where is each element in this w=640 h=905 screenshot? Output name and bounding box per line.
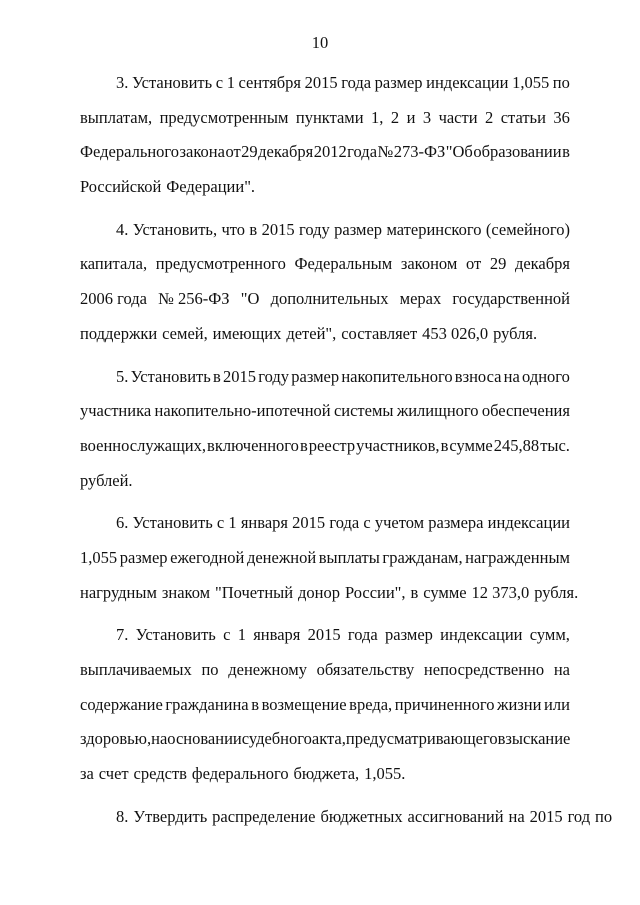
word: № xyxy=(377,142,394,162)
word: составляет xyxy=(341,323,418,343)
text-line xyxy=(80,618,570,653)
text-line xyxy=(80,213,570,248)
word: законом xyxy=(400,254,458,274)
word: в xyxy=(562,142,570,162)
word: 1 xyxy=(237,625,246,645)
word: Утвердить xyxy=(133,806,208,826)
word: реестр xyxy=(308,435,356,455)
word: с xyxy=(223,625,231,645)
word: 3. xyxy=(116,73,129,92)
word: в xyxy=(251,694,260,714)
text-line xyxy=(80,576,579,611)
word: предусматривающего xyxy=(345,729,498,749)
word: России", xyxy=(344,582,406,602)
word: денежному xyxy=(228,660,307,679)
word: (семейного) xyxy=(485,219,570,239)
text-line xyxy=(80,360,570,395)
word: размер xyxy=(374,73,423,92)
word: 1,055. xyxy=(364,764,406,784)
text-line xyxy=(80,688,570,723)
word: "Об xyxy=(445,142,473,162)
word: года xyxy=(341,73,372,92)
paragraph xyxy=(80,213,570,352)
word: статьи xyxy=(500,107,546,127)
paragraph xyxy=(80,506,579,610)
word: 6. xyxy=(116,513,129,533)
text-line xyxy=(80,170,570,205)
word: 1, xyxy=(371,107,384,127)
word: бюджетных xyxy=(320,806,403,826)
word: обязательству xyxy=(316,660,415,679)
word: предусмотренного xyxy=(155,254,286,274)
word: размер xyxy=(385,625,433,645)
word: счет xyxy=(98,764,129,784)
word: основании xyxy=(167,729,242,749)
word: вреда, xyxy=(349,694,393,714)
word: здоровью, xyxy=(80,729,152,749)
word: военнослужащих, xyxy=(80,435,206,455)
word: 2012 xyxy=(313,142,347,162)
word: учетом xyxy=(374,513,425,533)
word: включенного xyxy=(207,435,299,455)
word: накопительно-ипотечной xyxy=(154,401,331,421)
word: 12 373,0 xyxy=(471,582,530,602)
word: накопительного xyxy=(341,366,453,386)
text-line xyxy=(80,653,570,688)
word: декабря xyxy=(258,142,314,162)
word: 2015 xyxy=(223,366,257,386)
word: размер xyxy=(334,219,383,239)
word: Федерации". xyxy=(166,177,256,197)
word: года xyxy=(347,142,378,162)
word: Федерального xyxy=(80,142,180,162)
word: индексации xyxy=(426,73,509,92)
word: год xyxy=(567,806,591,826)
word: и xyxy=(406,107,416,127)
word: 2015 xyxy=(261,219,295,239)
word: непосредственно xyxy=(423,660,545,679)
text-line xyxy=(80,135,570,170)
word: 36 xyxy=(553,107,570,127)
word: индексации xyxy=(487,513,570,533)
word: гражданина xyxy=(165,694,249,714)
text-line xyxy=(80,506,570,541)
word: распределение xyxy=(212,806,316,826)
word: Установить, xyxy=(132,219,218,239)
paragraph xyxy=(80,800,613,835)
text-line xyxy=(80,66,570,101)
word: денежной xyxy=(246,547,317,567)
word: поддержки xyxy=(80,323,158,343)
word: рубля. xyxy=(493,323,538,343)
word: бюджета, xyxy=(293,764,360,784)
word: имеющих xyxy=(212,323,282,343)
word: образовании xyxy=(473,142,562,162)
word: 29 xyxy=(241,142,258,162)
word: сумм, xyxy=(529,625,570,645)
paragraph xyxy=(80,360,570,499)
text-line xyxy=(80,429,570,464)
word: в xyxy=(410,582,419,602)
word: году xyxy=(258,366,290,386)
word: детей", xyxy=(286,323,337,343)
word: судебного xyxy=(241,729,312,749)
word: 2015 xyxy=(307,625,341,645)
word: году xyxy=(299,219,330,239)
text-line xyxy=(80,394,570,429)
word: 2015 xyxy=(292,513,326,533)
word: января xyxy=(253,625,301,645)
word: выплаты xyxy=(318,547,380,567)
word: части xyxy=(438,107,478,127)
word: размер xyxy=(291,366,340,386)
word: января xyxy=(240,513,288,533)
word: Федеральным xyxy=(294,254,393,274)
word: государственной xyxy=(452,289,570,309)
word: награжденным xyxy=(465,547,570,567)
word: 2006 года xyxy=(80,289,147,309)
word: по xyxy=(595,806,613,826)
word: на xyxy=(553,660,570,679)
word: рублей. xyxy=(80,470,133,490)
word: от xyxy=(225,142,241,162)
text-line xyxy=(80,800,613,835)
word: с xyxy=(216,513,225,533)
word: участников, xyxy=(356,435,440,455)
word: с xyxy=(363,513,371,533)
word: в xyxy=(440,435,449,455)
text-line xyxy=(80,464,570,499)
word: 1 xyxy=(228,513,237,533)
word: года xyxy=(329,513,360,533)
word: № 256-ФЗ xyxy=(158,289,230,309)
word: размер xyxy=(119,547,168,567)
text-line xyxy=(80,757,570,792)
word: пунктами xyxy=(295,107,364,127)
word: материнского xyxy=(386,219,482,239)
word: донор xyxy=(298,582,341,602)
word: федерального xyxy=(191,764,289,784)
word: предусмотренным xyxy=(159,107,289,127)
word: семей, xyxy=(162,323,208,343)
word: 29 xyxy=(489,254,507,274)
word: ежегодной xyxy=(170,547,245,567)
word: сумме xyxy=(423,582,467,602)
text-line xyxy=(80,722,570,757)
word: 4. xyxy=(116,219,129,239)
word: Установить xyxy=(131,73,213,92)
word: гражданам, xyxy=(382,547,463,567)
word: года xyxy=(347,625,378,645)
word: выплачиваемых xyxy=(80,660,192,679)
word: 2015 xyxy=(304,73,338,92)
word: 2 xyxy=(390,107,400,127)
word: выплатам, xyxy=(80,107,153,127)
paragraph xyxy=(80,66,570,205)
word: сумме xyxy=(449,435,493,455)
word: по xyxy=(201,660,219,679)
word: взноса xyxy=(454,366,502,386)
text-line xyxy=(80,101,570,136)
word: 1 xyxy=(226,73,235,92)
word: взыскание xyxy=(497,729,571,749)
word: "Почетный xyxy=(215,582,294,602)
word: в xyxy=(249,219,258,239)
word: по xyxy=(552,73,570,92)
word: причиненного xyxy=(394,694,495,714)
word: дополнительных xyxy=(270,289,389,309)
word: "О xyxy=(240,289,260,309)
word: возмещение xyxy=(261,694,347,714)
word: Установить xyxy=(132,513,213,533)
word: участника xyxy=(80,401,152,421)
word: 2 xyxy=(485,107,494,127)
word: акта, xyxy=(311,729,346,749)
word: жизни xyxy=(497,694,542,714)
word: 1,055 xyxy=(512,73,550,92)
word: рубля. xyxy=(534,582,579,602)
word: обеспечения xyxy=(481,401,570,421)
word: средств xyxy=(133,764,187,784)
word: знаком xyxy=(161,582,211,602)
word: или xyxy=(544,694,570,714)
word: на xyxy=(151,729,168,749)
word: 1,055 xyxy=(80,547,118,567)
word: от xyxy=(465,254,482,274)
word: 3 xyxy=(422,107,432,127)
word: мерах xyxy=(399,289,442,309)
page-number: 10 xyxy=(311,33,329,52)
word: 453 026,0 xyxy=(422,323,489,343)
text-line xyxy=(80,317,570,352)
text-line xyxy=(80,282,570,317)
word: закона xyxy=(179,142,225,162)
paragraph xyxy=(80,618,570,791)
word: сентября xyxy=(238,73,302,92)
word: в xyxy=(299,435,308,455)
word: жилищного xyxy=(396,401,479,421)
word: 273-ФЗ xyxy=(393,142,446,162)
word: индексации xyxy=(440,625,523,645)
word: что xyxy=(221,219,246,239)
word: 7. xyxy=(116,625,129,645)
word: за xyxy=(80,764,94,784)
word: с xyxy=(215,73,224,92)
text-line xyxy=(80,247,570,282)
text-line xyxy=(80,541,570,576)
word: одного xyxy=(522,366,570,386)
word: тыс. xyxy=(540,435,570,455)
word: ассигнований xyxy=(407,806,504,826)
word: капитала, xyxy=(80,254,148,274)
word: Установить xyxy=(130,366,211,386)
word: в xyxy=(213,366,221,386)
word: системы xyxy=(333,401,394,421)
word: 8. xyxy=(116,806,129,826)
word: декабря xyxy=(514,254,570,274)
word: Установить xyxy=(135,625,216,645)
word: 245,88 xyxy=(493,435,540,455)
word: нагрудным xyxy=(80,582,157,602)
word: 5. xyxy=(116,366,129,386)
document-body xyxy=(80,66,613,842)
word: 2015 xyxy=(529,806,563,826)
word: Российской xyxy=(80,177,162,197)
word: на xyxy=(508,806,525,826)
word: размера xyxy=(428,513,484,533)
word: содержание xyxy=(80,694,163,714)
word: на xyxy=(503,366,520,386)
